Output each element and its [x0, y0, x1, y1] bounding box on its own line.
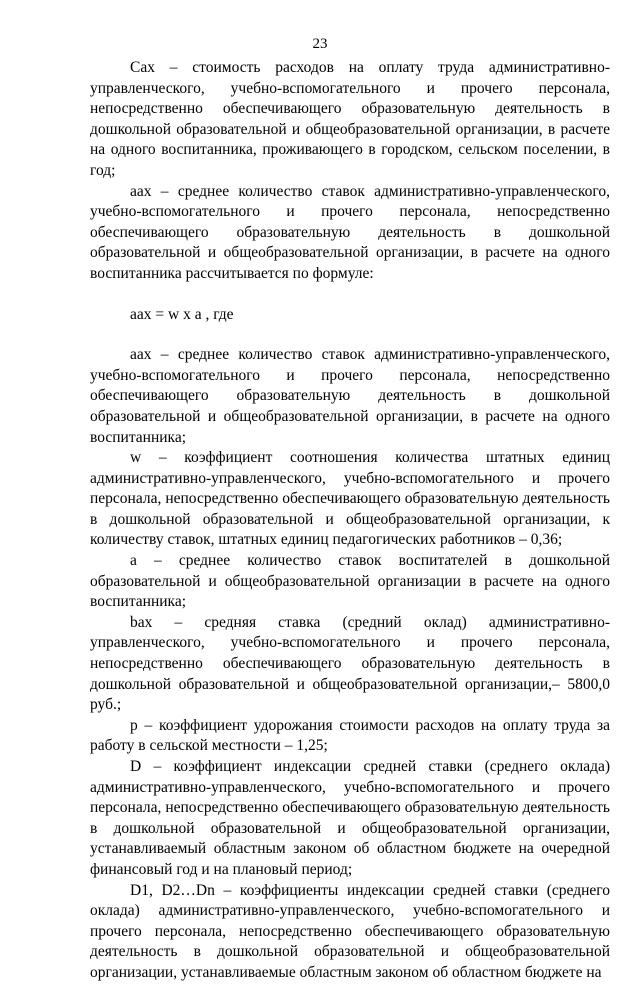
paragraph-bax-definition: bах – средняя ставка (средний оклад) административно-управленческого, учебно-вспомогательного и прочего персонала, непосредственно обеспечивающего образовательную деятельность в дошкольной образовательной и общеобразовательной организации,– 5800,0 руб.; [90, 613, 610, 714]
page-number: 23 [312, 36, 328, 52]
page-body [90, 58, 610, 984]
paragraph-aax-definition: аах – среднее количество ставок административно-управленческого, учебно-вспомогательного и прочего персонала, непосредственно обеспечивающего образовательную деятельность в дошкольной образовательной и общеобразовательной организации, в расчете на одного воспитанника рассчитывается по формуле: [90, 182, 610, 282]
paragraph-cax-definition: Сах – стоимость расходов на оплату труда административно-управленческого, учебно-вспомогательного и прочего персонала, непосредственно обеспечивающего образовательную деятельность в дошкольной образовательной и общеобразовательной организации, в расчете на одного воспитанника, проживающего в городском, сельском поселении, в год; [90, 59, 610, 179]
paragraph-dn-coefficients: D1, D2…Dn – коэффициенты индексации средней ставки (среднего оклада) административно-управленческого, учебно-вспомогательного и прочего персонала, непосредственно обеспечивающего образовательную деятельность в дошкольной образовательной и общеобразовательной организации, устанавливаемые областным законом об областном бюджете на [90, 881, 610, 981]
formula-aax: аах = w х а , где [130, 305, 234, 323]
paragraph-d-coefficient: D – коэффициент индексации средней ставки (среднего оклада) административно-управленческого, учебно-вспомогательного и прочего персонала, непосредственно обеспечивающего образовательную деятельность в дошкольной образовательной и общеобразовательной организации, устанавливаемый областным законом об областном бюджете на очередной финансовый год и на плановый период; [90, 758, 610, 878]
paragraph-p-coefficient: p – коэффициент удорожания стоимости расходов на оплату труда за работу в сельской местности – 1,25; [90, 716, 610, 755]
paragraph-a-definition: а – среднее количество ставок воспитателей в дошкольной образовательной и общеобразовательной организации в расчете на одного воспитанника; [90, 552, 610, 611]
paragraph-aax-explanation: аах – среднее количество ставок административно-управленческого, учебно-вспомогательного и прочего персонала, непосредственно обеспечивающего образовательную деятельность в дошкольной образовательной и общеобразовательной организации, в расчете на одного воспитанника; [90, 346, 610, 446]
paragraph-w-coefficient: w – коэффициент соотношения количества штатных единиц административно-управленческого, учебно-вспомогательного и прочего персонала, непосредственно обеспечивающего образовательную деятельность в дошкольной образовательной и общеобразовательной организации, к количеству ставок, штатных единиц педагогических работников – 0,36; [90, 449, 610, 549]
